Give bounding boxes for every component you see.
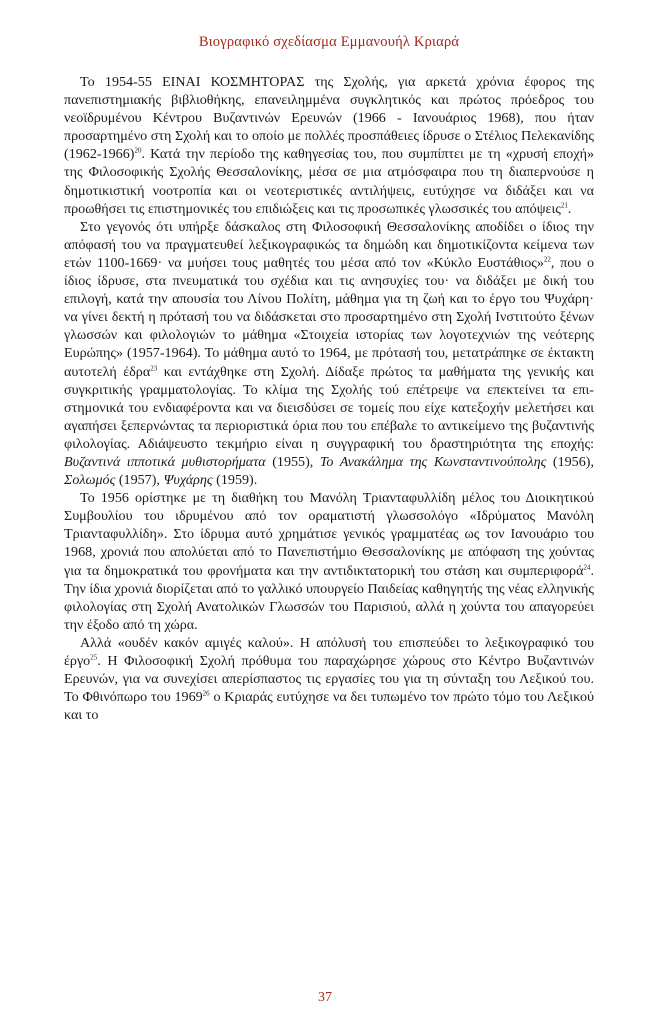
footnote-ref[interactable]: 26 bbox=[202, 689, 210, 698]
text-run: Το 1956 ορίστηκε με τη διαθήκη του Μανόλη Τριανταφυλλίδη μέλος του Διοικητικού Συμβουλίου του ιδρυμένου από τον οραματιστή γλωσσολόγο «Ιδρύματος Μανόλη Τριανταφυλλίδη». Στο ίδρυμα αυτό χρημάτισε γενικός γραμματέας ως τον Ιανουάριο του 1968, χρονιά που απολύεται από το Πανεπιστήμιο Θεσσαλονίκης με απόφαση της χούντας για τα δημοκρατικά του φρονήματα και την αντιδικτατορική του στάση και συμπεριφορά bbox=[64, 490, 594, 579]
paragraph-4 bbox=[64, 634, 594, 724]
text-run: (1955), bbox=[265, 453, 320, 470]
text-run: Στο γεγονός ότι υπήρξε δάσκαλος στη Φιλοσοφική Θεσσαλονίκης αποδίδει ο ίδιος την απόφασή του να πραγματευθεί λεξικογραφικώς τα δημώδη και δημοτικίζοντα κείμενα των ετών 1100-1669· να μυήσει τους μαθητές του μέσα από τον «Κύκλο Ευστάθιος» bbox=[64, 218, 594, 271]
text-run: (1956), bbox=[546, 453, 594, 470]
body-text bbox=[64, 73, 594, 724]
text-run: Το 1954-55 ΕΙΝΑΙ ΚΟΣΜΗΤΟΡΑΣ της Σχολής, για αρκετά χρόνια έφορος της πανεπιστημιακής βιβλιοθήκης, επανειλημμένα συγκλητικός και πρώτος πρόεδρος του νεοϊδρυμένου Κέντρου Βυζαντινών Ερευνών (1966 - Ιανουάριος 1968), που ήταν προσαρτημένο στη Σχολή και το οποίο με πολλές προσπάθειες ίδρυσε ο Στέλιος Πελεκανίδης (1962-1966) bbox=[64, 74, 594, 163]
text-run: (1957), bbox=[115, 472, 164, 489]
footnote-ref[interactable]: 24 bbox=[583, 562, 591, 571]
text-run: ο Κριαράς ευτύχησε να δει τυπωμένο τον πρώτο τόμο του Λεξικού και το bbox=[64, 689, 594, 724]
text-run: . Την ίδια χρονιά διορίζεται από το γαλλικό υπουργείο Παιδείας καθηγητής της νέας ελληνικής φιλολογίας στη Σχολή Ανατολικών Γλωσσών του Παρισιού, αλλά η χούντα του απαγορεύει την έξοδο από τη χώρα. bbox=[64, 562, 594, 633]
text-run: . bbox=[567, 200, 572, 217]
footnote-ref[interactable]: 25 bbox=[90, 653, 98, 662]
text-run: . Κατά την περίοδο της καθηγεσίας του, που συμπίπτει με τη «χρυσή εποχή» της Φιλοσοφικής Σχολής Θεσσαλονίκης, μέσα σε μια ατμόσφαιρα που τη διαπερνούσε η δημοτικιστική νοοτροπία και οι νεοτεριστικές αντιλήψεις, ευτύχησε να διδάξει και να προωθήσει τις επιστημονικές του επιδιώξεις και τις προσωπικές γλωσσικές του απόψεις bbox=[64, 146, 594, 217]
running-head: Βιογραφικό σχεδίασμα Εμμανουήλ Κριαρά bbox=[198, 34, 460, 50]
footnote-ref[interactable]: 23 bbox=[150, 363, 158, 372]
text-run: , που ο ίδιος ίδρυσε, στα πνευματικά του σχέδια και τις ανησυχίες του· να διδάξει με δική του επιλογή, κατά την απουσία του Λίνου Πολίτη, μάθημα για τη ζωή και το έργο του Ψυχάρη· να γίνει δεκτή η πρότασή του να διδάσκεται στο προσαρτημένο στη Σχολή Ινστιτούτο ξένων γλωσσών και φιλολογιών το μάθημα «Στοιχεία ιστορίας των λογοτεχνιών της νεότερης Ευρώπης» (1957-1964). Το μάθημα αυτό το 1964, με πρότασή του, μετατράπηκε σε έκτακτη αυτοτελή έδρα bbox=[64, 254, 594, 380]
text-run: και εντάχθηκε στη Σχολή. Δίδαξε πρώτος τα μαθήματα της γενικής και συγκριτικής γραμματολογίας. Το κλίμα της Σχολής τού επέτρεψε να επεκτείνει τα επιστημονικά του ενδιαφέροντα και να διεισδύσει σε τομείς που είχε κατεξοχήν μελετήσει και αγαπήσει ξεπερνώντας τα περιοριστικά όρια που του επέβαλε το αντικείμενο της βυζαντινής φιλολογίας. Αδιάψευστο τεκμήριο είναι η συγγραφική του δραστηριότητα της εποχής: bbox=[64, 363, 595, 452]
work-title: Βυζαντινά ιπποτικά μυθιστορήματα bbox=[64, 453, 266, 470]
work-title: Το Ανακάλημα της Κωνσταντινούπολης bbox=[319, 453, 547, 470]
paragraph-2 bbox=[64, 218, 594, 489]
text-run: . Η Φιλοσοφική Σχολή πρόθυμα του παραχώρησε χώρους στο Κέντρο Βυζαντινών Ερευνών, για να συνεχίσει απερίσπαστος τις εργασίες του για τη σύνταξη του Λεξικού του. Το Φθινόπωρο του 1969 bbox=[64, 653, 594, 706]
footnote-ref[interactable]: 21 bbox=[560, 200, 568, 209]
work-title: Σολωμός bbox=[64, 472, 116, 489]
footnote-ref[interactable]: 22 bbox=[543, 255, 551, 264]
footnote-ref[interactable]: 20 bbox=[134, 146, 142, 155]
work-title: Ψυχάρης bbox=[163, 472, 213, 489]
page-number: 37 bbox=[318, 990, 332, 1005]
text-run: Αλλά «ουδέν κακόν αμιγές καλού». Η απόλυσή του επισπεύδει το λεξικογραφικό του έργο bbox=[64, 634, 594, 669]
text-run: (1959). bbox=[212, 472, 258, 489]
paragraph-1 bbox=[64, 73, 594, 218]
paragraph-3 bbox=[64, 489, 594, 634]
